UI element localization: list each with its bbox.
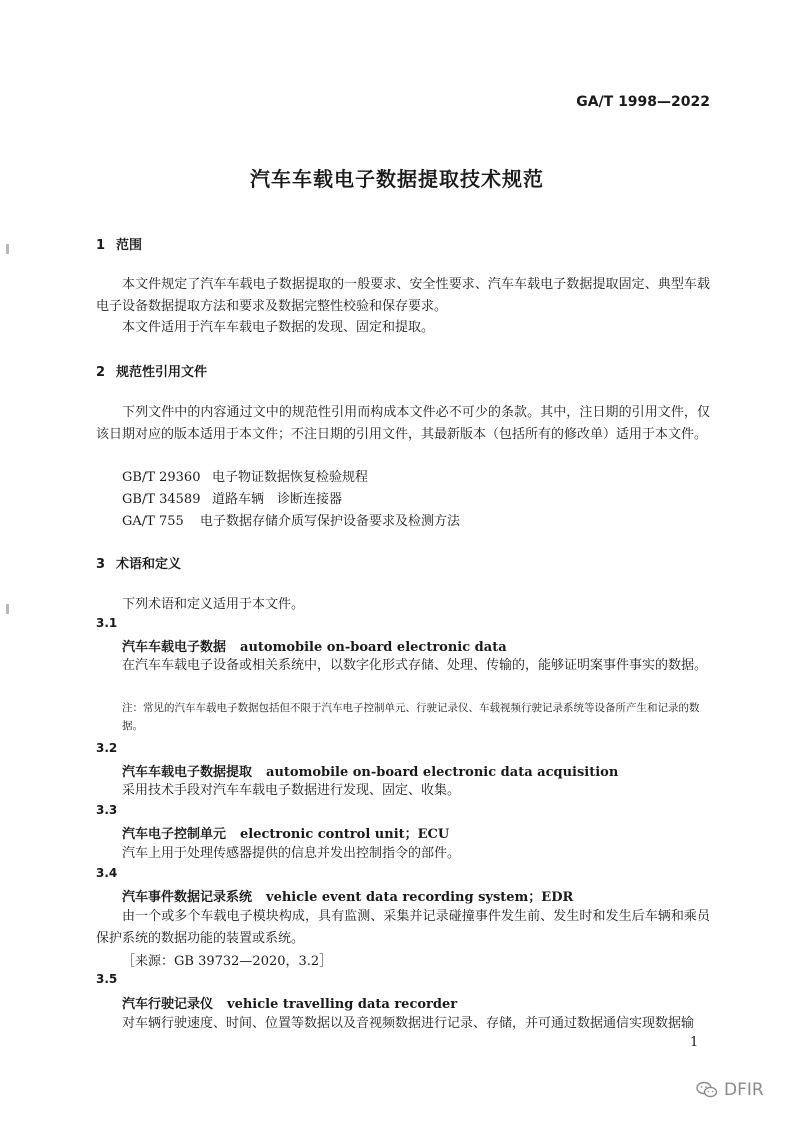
term-en: vehicle travelling data recorder — [227, 997, 458, 1012]
section-heading — [96, 361, 207, 380]
section-title: 规范性引用文件 — [116, 365, 208, 380]
wechat-icon — [696, 1081, 718, 1099]
watermark-text: DFIR — [724, 1080, 764, 1100]
reference-name: 道路车辆 诊断连接器 — [212, 492, 343, 507]
reference-item — [122, 466, 368, 485]
section-heading — [96, 234, 142, 253]
term-definition: 汽车上用于处理传感器提供的信息并发出控制指令的部件。 — [122, 846, 461, 861]
clause-number: 3.4 — [96, 866, 118, 880]
section-number: 2 — [96, 365, 106, 380]
term-note — [122, 699, 710, 735]
scan-edge-mark — [6, 244, 9, 254]
term-zh: 汽车车载电子数据提取 — [122, 765, 253, 780]
reference-name: 电子物证数据恢复检验规程 — [212, 470, 369, 485]
term-zh: 汽车电子控制单元 — [122, 827, 227, 842]
clause-number: 3.5 — [96, 972, 118, 986]
term-heading — [122, 886, 573, 905]
reference-code: GA/T 755 — [122, 514, 184, 529]
reference-item — [122, 488, 342, 507]
term-heading — [122, 993, 457, 1012]
term-zh: 汽车行驶记录仪 — [122, 997, 214, 1012]
paragraph: 本文件适用于汽车车载电子数据的发现、固定和提取。 — [122, 320, 435, 335]
term-definition: 采用技术手段对汽车车载电子数据进行发现、固定、收集。 — [122, 783, 461, 798]
term-heading — [122, 823, 449, 842]
section-title: 范围 — [116, 238, 143, 253]
section-number: 1 — [96, 238, 106, 253]
scan-edge-mark — [6, 604, 9, 614]
reference-name: 电子数据存储介质写保护设备要求及检测方法 — [200, 514, 461, 529]
paragraph: 下列术语和定义适用于本文件。 — [122, 597, 305, 612]
watermark — [696, 1080, 764, 1100]
clause-number: 3.1 — [96, 616, 118, 630]
term-zh: 汽车事件数据记录系统 — [122, 890, 253, 905]
term-definition: 在汽车车载电子设备或相关系统中，以数字化形式存储、处理、传输的，能够证明案事件事实的数据。 — [122, 658, 708, 673]
page-number: 1 — [690, 1035, 699, 1050]
section-number: 3 — [96, 557, 106, 572]
paragraph: 下列文件中的内容通过文中的规范性引用而构成本文件必不可少的条款。其中，注日期的引用文件，仅该日期对应的版本适用于本文件；不注日期的引用文件，其最新版本（包括所有的修改单）适用于本文件。 — [96, 405, 710, 442]
note-text: 常见的汽车车载电子数据包括但不限于汽车电子控制单元、行驶记录仪、车载视频行驶记录系统等设备所产生和记录的数据。 — [122, 702, 700, 732]
term-source: ［来源：GB 39732—2020，3.2］ — [122, 954, 333, 969]
clause-number: 3.3 — [96, 803, 118, 817]
paragraph: 本文件规定了汽车车载电子数据提取的一般要求、安全性要求、汽车车载电子数据提取固定、典型车载电子设备数据提取方法和要求及数据完整性校验和保存要求。 — [96, 277, 710, 314]
term-en: automobile on-board electronic data acquisition — [266, 765, 619, 780]
reference-code: GB/T 34589 — [122, 492, 201, 507]
term-heading — [122, 636, 507, 655]
term-en: vehicle event data recording system；EDR — [266, 890, 574, 905]
term-en: electronic control unit；ECU — [240, 827, 450, 842]
section-title: 术语和定义 — [116, 557, 182, 572]
term-definition: 由一个或多个车载电子模块构成，具有监测、采集并记录碰撞事件发生前、发生时和发生后车辆和乘员保护系统的数据功能的装置或系统。 — [96, 909, 710, 946]
term-heading — [122, 761, 618, 780]
term-zh: 汽车车载电子数据 — [122, 640, 227, 655]
note-label: 注： — [122, 702, 143, 714]
term-definition: 对车辆行驶速度、时间、位置等数据以及音视频数据进行记录、存储，并可通过数据通信实现数据输 — [122, 1016, 695, 1031]
document-title: 汽车车载电子数据提取技术规范 — [250, 167, 544, 191]
reference-item — [122, 510, 460, 529]
reference-code: GB/T 29360 — [122, 470, 201, 485]
term-en: automobile on-board electronic data — [240, 640, 507, 655]
standard-number: GA/T 1998—2022 — [576, 94, 710, 110]
section-heading — [96, 553, 181, 572]
clause-number: 3.2 — [96, 741, 118, 755]
